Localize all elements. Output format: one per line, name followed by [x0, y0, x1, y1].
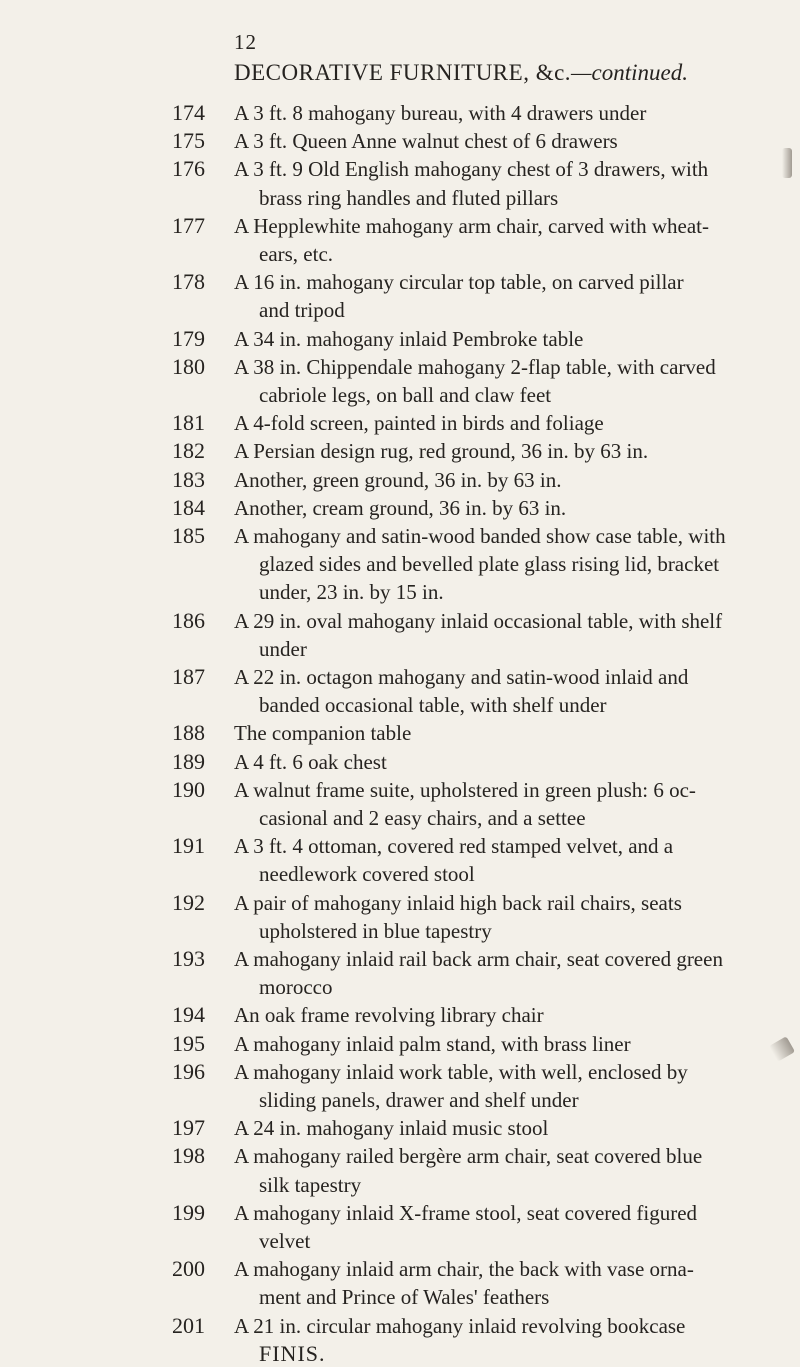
lot-description-line: Another, cream ground, 36 in. by 63 in. [234, 495, 567, 520]
page-number: 12 [234, 30, 257, 54]
lot-description-line: A mahogany inlaid palm stand, with brass liner [234, 1031, 631, 1056]
lot-number: 197 [172, 1115, 205, 1141]
lot-description-line: A 3 ft. 4 ottoman, covered red stamped velvet, and a [234, 834, 674, 859]
lot-description-line: A 4 ft. 6 oak chest [234, 749, 387, 774]
lot-description-line: A walnut frame suite, upholstered in green plush: 6 oc- [234, 777, 696, 802]
lot-number: 177 [172, 212, 205, 238]
lot-number: 183 [172, 466, 205, 492]
lot-number: 198 [172, 1143, 205, 1169]
lot-number: 175 [172, 128, 205, 154]
lot-description-line: A mahogany railed bergère arm chair, seat covered blue [234, 1144, 703, 1169]
section-title: DECORATIVE FURNITURE, &c. [234, 60, 572, 85]
lot-number: 189 [172, 748, 205, 774]
lot-description-line: A 22 in. octagon mahogany and satin-wood inlaid and [234, 665, 689, 689]
lot-description-line: A mahogany inlaid arm chair, the back with vase orna- [234, 1257, 694, 1282]
lot-description-line: A 34 in. mahogany inlaid Pembroke table [234, 326, 584, 351]
lot-description-line: ment and Prince of Wales' feathers [259, 1285, 550, 1310]
lot-description-line: brass ring handles and fluted pillars [259, 185, 559, 210]
lot-number: 201 [172, 1312, 205, 1338]
lot-description-line: A pair of mahogany inlaid high back rail chairs, seats [234, 890, 682, 915]
lot-description-line: A 3 ft. Queen Anne walnut chest of 6 drawers [234, 129, 618, 154]
lot-description-line: ears, etc. [259, 242, 334, 266]
lot-description-line: An oak frame revolving library chair [234, 1003, 544, 1028]
lot-description-line: needlework covered stool [259, 862, 475, 887]
lot-number: 186 [172, 607, 205, 633]
lot-description-line: The companion table [234, 721, 412, 746]
lot-number: 200 [172, 1256, 205, 1282]
lot-number: 180 [172, 353, 205, 379]
lot-description-line: A 38 in. Chippendale mahogany 2-flap table, with carved [234, 354, 716, 379]
finis-text: FINIS. [259, 1340, 326, 1366]
lot-number: 199 [172, 1199, 205, 1225]
lot-description-line: A mahogany and satin-wood banded show case table, with [234, 524, 726, 548]
continued-label: —continued. [571, 60, 688, 85]
lot-number: 196 [172, 1058, 205, 1084]
lot-description-line: under, 23 in. by 15 in. [259, 580, 444, 605]
lot-description-line: A 3 ft. 8 mahogany bureau, with 4 drawers under [234, 101, 647, 125]
lot-number: 182 [172, 438, 205, 464]
lot-description-line: A 16 in. mahogany circular top table, on carved pillar [234, 270, 684, 295]
lot-description-line: sliding panels, drawer and shelf under [259, 1088, 579, 1112]
lot-number: 184 [172, 494, 205, 520]
lot-number: 185 [172, 523, 205, 548]
lot-number: 192 [172, 889, 205, 915]
lot-description-line: under [259, 636, 307, 661]
lot-number: 193 [172, 946, 205, 971]
lot-number: 194 [172, 1002, 205, 1028]
lot-description-line: glazed sides and bevelled plate glass rising lid, bracket [259, 552, 720, 577]
lot-number: 188 [172, 720, 205, 746]
lot-description-line: cabriole legs, on ball and claw feet [259, 383, 552, 407]
lot-description-line: upholstered in blue tapestry [259, 918, 492, 943]
lot-number: 187 [172, 664, 205, 689]
lot-description-line: A mahogany inlaid rail back arm chair, seat covered green [234, 947, 723, 971]
lot-number: 191 [172, 833, 205, 859]
lot-number: 190 [172, 776, 205, 802]
lot-number: 178 [172, 269, 205, 295]
lot-description-line: A Hepplewhite mahogany arm chair, carved with wheat- [234, 213, 709, 238]
lot-description-line: and tripod [259, 298, 345, 323]
lot-number: 174 [172, 100, 205, 125]
lot-number: 179 [172, 325, 205, 351]
page-edge-mark [782, 148, 792, 178]
lot-description-line: Another, green ground, 36 in. by 63 in. [234, 467, 562, 492]
lot-description-line: A mahogany inlaid work table, with well, enclosed by [234, 1059, 688, 1084]
lot-number: 181 [172, 410, 205, 436]
lot-number: 195 [172, 1030, 205, 1056]
lot-description-line: A 3 ft. 9 Old English mahogany chest of 3 drawers, with [234, 157, 709, 182]
lot-description-line: A 29 in. oval mahogany inlaid occasional table, with shelf [234, 608, 723, 633]
lot-number: 176 [172, 156, 205, 182]
lot-description-line: A mahogany inlaid X-frame stool, seat covered figured [234, 1200, 698, 1225]
lot-description-line: A 4-fold screen, painted in birds and foliage [234, 411, 604, 436]
lot-description-line: A 21 in. circular mahogany inlaid revolving bookcase [234, 1313, 686, 1338]
lot-description-line: velvet [259, 1229, 311, 1253]
lot-description-line: A Persian design rug, red ground, 36 in. by 63 in. [234, 439, 649, 464]
lot-description-line: casional and 2 easy chairs, and a settee [259, 806, 586, 830]
lot-description-line: silk tapestry [259, 1172, 362, 1197]
lot-description-line: banded occasional table, with shelf under [259, 693, 607, 718]
lot-description-line: A 24 in. mahogany inlaid music stool [234, 1116, 549, 1141]
lot-description-line: morocco [259, 975, 333, 1000]
